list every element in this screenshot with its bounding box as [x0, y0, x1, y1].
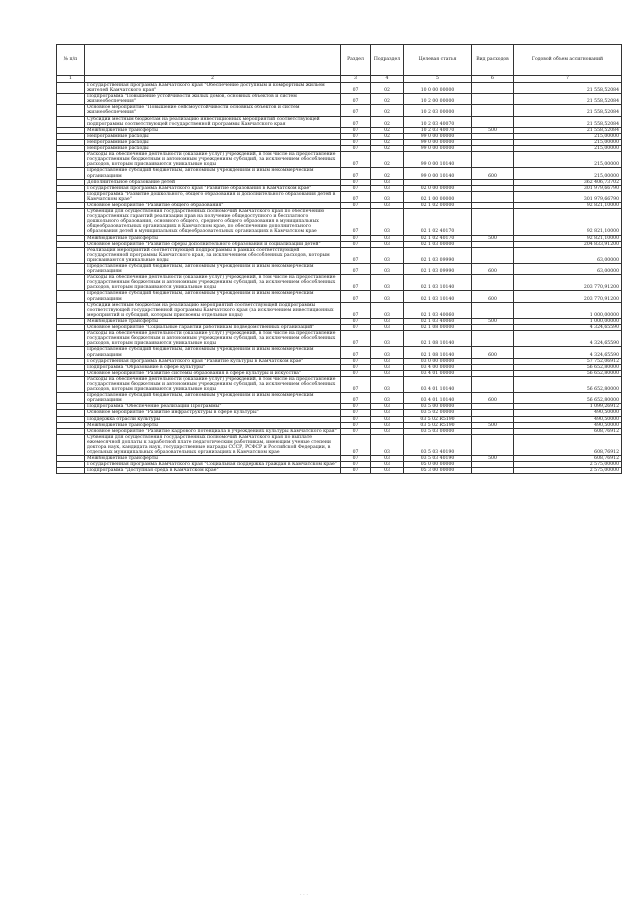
row-podrazdel-cell: 02 — [371, 139, 404, 145]
row-name-cell: Предоставление субсидий бюджетным, автономным учреждениям и иным некоммерческим организациям — [85, 393, 341, 404]
row-amount-cell: 490,50000 — [514, 422, 622, 428]
table-body — [57, 83, 622, 474]
row-amount-cell: 215,00000 — [514, 168, 622, 179]
row-expense-type-cell — [472, 275, 514, 291]
row-razdel-cell: 07 — [341, 264, 371, 275]
table-row — [57, 302, 622, 318]
index-cell: 5 — [404, 76, 472, 83]
row-amount-cell: 1 000,00000 — [514, 318, 622, 324]
row-amount-cell: 63,00000 — [514, 264, 622, 275]
row-name-cell: Основное мероприятие "Социальные гарантии работникам подведомственных организаций" — [85, 325, 341, 331]
row-podrazdel-cell: 03 — [371, 235, 404, 241]
row-expense-type-cell: 500 — [472, 235, 514, 241]
row-target-article-cell: 02 1 02 00000 — [404, 202, 472, 208]
row-target-article-cell: 02 1 03 10140 — [404, 275, 472, 291]
row-razdel-cell: 07 — [341, 168, 371, 179]
index-cell: 1 — [57, 76, 85, 83]
index-cell: 2 — [85, 76, 341, 83]
header-podrazdel: Подраздел — [371, 45, 404, 76]
row-razdel-cell: 07 — [341, 364, 371, 370]
row-name-cell: Субсидии местным бюджетам на реализацию инвестиционных мероприятий соответствующей подпрограммы соответствующей государственной программы Камчатского края — [85, 116, 341, 127]
row-podrazdel-cell: 02 — [371, 83, 404, 94]
row-target-article-cell: 10 2 03 00000 — [404, 105, 472, 116]
row-number-cell — [57, 376, 85, 392]
row-expense-type-cell: 500 — [472, 318, 514, 324]
row-expense-type-cell — [472, 152, 514, 168]
row-podrazdel-cell: 02 — [371, 116, 404, 127]
row-razdel-cell: 07 — [341, 241, 371, 247]
index-cell: 4 — [371, 76, 404, 83]
row-razdel-cell: 07 — [341, 331, 371, 347]
row-expense-type-cell — [472, 331, 514, 347]
row-target-article-cell: 03 5 03 40190 — [404, 434, 472, 455]
row-target-article-cell: 10 2 00 00000 — [404, 94, 472, 105]
row-target-article-cell: 03 5 02 00000 — [404, 410, 472, 416]
row-amount-cell: 21 558,52084 — [514, 105, 622, 116]
row-name-cell: Подпрограмма "Доступная среда в Камчатском крае" — [85, 468, 341, 474]
row-target-article-cell: 05 0 00 00000 — [404, 462, 472, 468]
row-podrazdel-cell: 02 — [371, 146, 404, 152]
header-razdel: Раздел — [341, 45, 371, 76]
row-expense-type-cell: 600 — [472, 347, 514, 358]
row-expense-type-cell — [472, 434, 514, 455]
row-number-cell — [57, 116, 85, 127]
row-expense-type-cell: 500 — [472, 422, 514, 428]
row-amount-cell: 4 324,65590 — [514, 325, 622, 331]
table-row — [57, 152, 622, 168]
row-amount-cell: 63,00000 — [514, 247, 622, 263]
row-razdel-cell: 07 — [341, 456, 371, 462]
row-number-cell — [57, 264, 85, 275]
row-expense-type-cell: 600 — [472, 393, 514, 404]
row-name-cell: Предоставление субсидий бюджетным, автономным учреждениям и иным некоммерческим организациям — [85, 291, 341, 302]
row-razdel-cell: 07 — [341, 105, 371, 116]
row-razdel-cell: 07 — [341, 185, 371, 191]
table-row — [57, 264, 622, 275]
row-amount-cell: 203 770,91200 — [514, 275, 622, 291]
row-name-cell: Основное мероприятие "Развитие кадрового потенциала в учреждениях культуры Камчатского края" — [85, 428, 341, 434]
row-target-article-cell: 02 0 00 00000 — [404, 185, 472, 191]
row-amount-cell: 215,00000 — [514, 133, 622, 139]
index-cell: 7 — [514, 76, 622, 83]
row-expense-type-cell: 500 — [472, 456, 514, 462]
header-row — [57, 45, 622, 76]
table-row — [57, 105, 622, 116]
row-podrazdel-cell: 03 — [371, 179, 404, 185]
row-target-article-cell: 99 0 00 10140 — [404, 168, 472, 179]
row-expense-type-cell — [472, 376, 514, 392]
row-amount-cell: 21 558,52084 — [514, 83, 622, 94]
row-amount-cell: 608,76912 — [514, 428, 622, 434]
row-razdel-cell: 07 — [341, 325, 371, 331]
row-amount-cell: 362 406,73702 — [514, 179, 622, 185]
row-podrazdel-cell: 03 — [371, 434, 404, 455]
row-amount-cell: 56 652,80000 — [514, 364, 622, 370]
row-razdel-cell: 07 — [341, 191, 371, 202]
row-target-article-cell: 03 0 00 00000 — [404, 358, 472, 364]
row-razdel-cell: 07 — [341, 393, 371, 404]
row-razdel-cell: 07 — [341, 434, 371, 455]
row-name-cell: Дополнительное образование детей — [85, 179, 341, 185]
row-podrazdel-cell: 03 — [371, 462, 404, 468]
row-podrazdel-cell: 03 — [371, 410, 404, 416]
row-razdel-cell: 07 — [341, 370, 371, 376]
row-razdel-cell: 07 — [341, 376, 371, 392]
row-podrazdel-cell: 03 — [371, 275, 404, 291]
row-target-article-cell: 10 2 03 40070 — [404, 127, 472, 133]
row-podrazdel-cell: 03 — [371, 247, 404, 263]
row-number-cell — [57, 105, 85, 116]
row-razdel-cell: 07 — [341, 318, 371, 324]
row-target-article-cell: 03 5 03 40190 — [404, 456, 472, 462]
row-amount-cell: 490,50000 — [514, 416, 622, 422]
row-razdel-cell: 07 — [341, 247, 371, 263]
table-row — [57, 434, 622, 455]
row-target-article-cell: 10 0 00 00000 — [404, 83, 472, 94]
row-razdel-cell: 07 — [341, 428, 371, 434]
row-amount-cell: 56 652,80000 — [514, 393, 622, 404]
row-podrazdel-cell: 03 — [371, 393, 404, 404]
table-row — [57, 116, 622, 127]
row-podrazdel-cell: 03 — [371, 347, 404, 358]
row-amount-cell: 92 821,10000 — [514, 202, 622, 208]
row-razdel-cell: 07 — [341, 179, 371, 185]
row-name-cell: Межбюджетные трансферты — [85, 422, 341, 428]
row-target-article-cell: 03 4 00 00000 — [404, 364, 472, 370]
row-number-cell — [57, 302, 85, 318]
row-amount-cell: 4 324,65590 — [514, 347, 622, 358]
row-name-cell: Межбюджетные трансферты — [85, 456, 341, 462]
row-name-cell: Расходы на обеспечение деятельности (оказание услуг) учреждений, в том числе на предоставление государственным бюджетным и автономным учреждениям субсидий, за исключением обособленных расходов, которым присваиваются уникальные коды — [85, 376, 341, 392]
row-target-article-cell: 02 1 02 40170 — [404, 235, 472, 241]
row-name-cell: Расходы на обеспечение деятельности (оказание услуг) учреждений, в том числе на предоставление государственным бюджетным и автономным учреждениям субсидий, за исключением обособленных расходов, которым присваиваются уникальные коды — [85, 275, 341, 291]
table-row — [57, 209, 622, 235]
row-target-article-cell: 02 1 08 00000 — [404, 325, 472, 331]
row-number-cell — [57, 247, 85, 263]
row-target-article-cell: 99 0 00 00000 — [404, 146, 472, 152]
row-podrazdel-cell: 03 — [371, 291, 404, 302]
row-podrazdel-cell: 03 — [371, 364, 404, 370]
row-name-cell: Подпрограмма "Повышение устойчивости жилых домов, основных объектов и систем жизнеобеспечения" — [85, 94, 341, 105]
row-razdel-cell: 07 — [341, 358, 371, 364]
table-row — [57, 191, 622, 202]
row-amount-cell: 92 821,10000 — [514, 209, 622, 235]
header-annual-amount: Годовой объем ассигнований — [514, 45, 622, 76]
footer-mark: · · · — [300, 892, 308, 898]
row-podrazdel-cell: 03 — [371, 428, 404, 434]
row-amount-cell: 21 558,52084 — [514, 94, 622, 105]
row-target-article-cell: 02 1 08 10140 — [404, 347, 472, 358]
row-name-cell: Государственная программа Камчатского края "Развитие образования в Камчатском крае" — [85, 185, 341, 191]
row-podrazdel-cell: 03 — [371, 264, 404, 275]
row-target-article-cell: 99 0 00 00000 — [404, 139, 472, 145]
row-expense-type-cell — [472, 209, 514, 235]
row-number-cell — [57, 94, 85, 105]
row-amount-cell: 56 652,80000 — [514, 370, 622, 376]
row-target-article-cell: 05 3 00 00000 — [404, 468, 472, 474]
row-razdel-cell: 07 — [341, 83, 371, 94]
row-target-article-cell: 03 4 01 10140 — [404, 376, 472, 392]
row-podrazdel-cell: 03 — [371, 456, 404, 462]
row-razdel-cell: 07 — [341, 275, 371, 291]
row-name-cell: Основное мероприятие "Повышение сейсмоустойчивости основных объектов и систем жизнеобеспечения" — [85, 105, 341, 116]
row-target-article-cell: 03 4 01 00000 — [404, 370, 472, 376]
header-expense-type: Вид расходов — [472, 45, 514, 76]
row-target-article-cell: 02 1 03 10140 — [404, 291, 472, 302]
table-row — [57, 468, 622, 474]
table-row — [57, 331, 622, 347]
row-podrazdel-cell: 03 — [371, 331, 404, 347]
row-target-article-cell: 02 1 03 40060 — [404, 302, 472, 318]
row-target-article-cell: 99 0 00 10140 — [404, 152, 472, 168]
row-razdel-cell: 07 — [341, 146, 371, 152]
row-name-cell: Межбюджетные трансферты — [85, 318, 341, 324]
row-amount-cell: 608,76912 — [514, 434, 622, 455]
row-target-article-cell: 03 5 03 00000 — [404, 428, 472, 434]
row-amount-cell: 21 558,52084 — [514, 116, 622, 127]
table-row — [57, 275, 622, 291]
row-target-article-cell: 02 1 03 09990 — [404, 247, 472, 263]
row-name-cell: Субвенции для осуществления государственных полномочий Камчатского края по обеспечению государственных гарантий реализации прав на получение общедоступного и бесплатного дошкольного образования, основного общего, среднего общего образования в муниципальных общеобразовательных организациях в Камчатском крае, по обеспечению дополнительного образования детей в муниципальных общеобразовательных организациях в Камчатском крае — [85, 209, 341, 235]
row-razdel-cell: 07 — [341, 202, 371, 208]
row-amount-cell: 215,00000 — [514, 152, 622, 168]
row-podrazdel-cell: 03 — [371, 209, 404, 235]
row-razdel-cell: 07 — [341, 347, 371, 358]
row-number-cell — [57, 275, 85, 291]
row-name-cell: Подпрограмма "Обеспечение реализации Программы" — [85, 404, 341, 410]
row-podrazdel-cell: 03 — [371, 241, 404, 247]
row-podrazdel-cell: 03 — [371, 416, 404, 422]
row-amount-cell: 204 833,91200 — [514, 241, 622, 247]
row-number-cell — [57, 152, 85, 168]
row-name-cell: Основное мероприятие "Развитие инфраструктуры в сфере культуры" — [85, 410, 341, 416]
row-name-cell: Непрограммные расходы — [85, 139, 341, 145]
row-razdel-cell: 07 — [341, 94, 371, 105]
row-expense-type-cell — [472, 83, 514, 94]
row-expense-type-cell — [472, 94, 514, 105]
row-name-cell: Основное мероприятие "Развитие общего образования" — [85, 202, 341, 208]
row-amount-cell: 92 821,10000 — [514, 235, 622, 241]
row-target-article-cell: 02 1 02 40170 — [404, 209, 472, 235]
row-razdel-cell: 07 — [341, 133, 371, 139]
row-amount-cell: 608,76912 — [514, 456, 622, 462]
row-amount-cell: 301 979,66790 — [514, 191, 622, 202]
row-target-article-cell: 03 5 02 R5190 — [404, 416, 472, 422]
row-expense-type-cell — [472, 116, 514, 127]
row-target-article-cell: 02 1 00 00000 — [404, 191, 472, 202]
row-name-cell: Подпрограмма "Развитие дошкольного, общего образования и дополнительного образования детей в Камчатском крае" — [85, 191, 341, 202]
row-number-cell — [57, 191, 85, 202]
row-target-article-cell: 03 5 02 R5190 — [404, 422, 472, 428]
row-target-article-cell: 03 5 00 00000 — [404, 404, 472, 410]
row-razdel-cell: 07 — [341, 139, 371, 145]
row-expense-type-cell — [472, 247, 514, 263]
budget-table-sheet — [56, 44, 621, 474]
row-target-article-cell: 02 1 08 10140 — [404, 331, 472, 347]
table-row — [57, 376, 622, 392]
row-expense-type-cell — [472, 191, 514, 202]
row-target-article-cell: 03 4 01 10140 — [404, 393, 472, 404]
row-podrazdel-cell: 03 — [371, 185, 404, 191]
row-number-cell — [57, 83, 85, 94]
row-razdel-cell: 07 — [341, 410, 371, 416]
row-podrazdel-cell: 03 — [371, 191, 404, 202]
row-podrazdel-cell: 03 — [371, 325, 404, 331]
row-expense-type-cell: 600 — [472, 168, 514, 179]
row-name-cell: Субвенции для осуществления государственных полномочий Камчатского края по выплате ежемесячной доплаты к заработной плате педагогическим работникам, имеющим ученые степени доктора наук, кандидата наук, государственные награды СССР, РСФСР и Российской Федерации, в отдельных муниципальных образовательных организациях в Камчатском крае — [85, 434, 341, 455]
index-cell: 6 — [472, 76, 514, 83]
row-name-cell: Государственная программа Камчатского края "Обеспечение доступным и комфортным жильем жителей Камчатского края" — [85, 83, 341, 94]
row-amount-cell: 1 000,00000 — [514, 302, 622, 318]
row-number-cell — [57, 331, 85, 347]
row-number-cell — [57, 347, 85, 358]
row-razdel-cell: 07 — [341, 468, 371, 474]
row-razdel-cell: 07 — [341, 302, 371, 318]
table-row — [57, 393, 622, 404]
row-target-article-cell: 10 2 03 40070 — [404, 116, 472, 127]
row-podrazdel-cell: 03 — [371, 358, 404, 364]
row-number-cell — [57, 468, 85, 474]
table-row — [57, 168, 622, 179]
row-name-cell: Реализация мероприятий соответствующей подпрограммы в рамках соответствующей государственной программы Камчатского края, за исключением обособленных расходов, которым присваиваются уникальные коды — [85, 247, 341, 263]
row-podrazdel-cell: 03 — [371, 376, 404, 392]
row-amount-cell: 57 752,06912 — [514, 358, 622, 364]
row-number-cell — [57, 393, 85, 404]
row-podrazdel-cell: 02 — [371, 94, 404, 105]
row-name-cell: Подпрограмма "Образование в сфере культуры" — [85, 364, 341, 370]
row-amount-cell: 203 770,91200 — [514, 291, 622, 302]
row-target-article-cell: 02 1 03 00000 — [404, 241, 472, 247]
row-podrazdel-cell: 03 — [371, 202, 404, 208]
row-name-cell: Основное мероприятие "Развитие сферы дополнительного образования и социализации детей" — [85, 241, 341, 247]
row-name-cell: Предоставление субсидий бюджетным, автономным учреждениям и иным некоммерческим организациям — [85, 264, 341, 275]
row-podrazdel-cell: 02 — [371, 105, 404, 116]
row-podrazdel-cell: 03 — [371, 468, 404, 474]
row-razdel-cell: 07 — [341, 416, 371, 422]
row-podrazdel-cell: 03 — [371, 318, 404, 324]
row-amount-cell: 215,00000 — [514, 146, 622, 152]
row-name-cell: Основное мероприятие "Развитие системы образования в сфере культуры и искусства" — [85, 370, 341, 376]
row-razdel-cell: 07 — [341, 209, 371, 235]
row-podrazdel-cell: 02 — [371, 133, 404, 139]
table-row — [57, 83, 622, 94]
row-podrazdel-cell: 02 — [371, 127, 404, 133]
row-amount-cell: 2 575,00000 — [514, 462, 622, 468]
row-razdel-cell: 07 — [341, 116, 371, 127]
index-cell: 3 — [341, 76, 371, 83]
row-razdel-cell: 07 — [341, 235, 371, 241]
row-amount-cell: 215,00000 — [514, 139, 622, 145]
row-name-cell: Расходы на обеспечение деятельности (оказание услуг) учреждений, в том числе на предоставление государственным бюджетным и автономным учреждениям субсидий, за исключением обособленных расходов, которым присваиваются уникальные коды — [85, 152, 341, 168]
row-name-cell: Государственная программа Камчатского края "Развитие культуры в Камчатском крае" — [85, 358, 341, 364]
row-expense-type-cell — [472, 105, 514, 116]
row-podrazdel-cell: 03 — [371, 422, 404, 428]
header-target-article: Целевая статья — [404, 45, 472, 76]
row-razdel-cell: 07 — [341, 462, 371, 468]
row-name-cell: Субсидии местным бюджетам на реализацию мероприятий соответствующей подпрограммы соответствующей государственной программы Камчатского края (за исключением инвестиционных мероприятий и субсидий, которым присвоены отдельные коды) — [85, 302, 341, 318]
row-razdel-cell: 07 — [341, 152, 371, 168]
index-row — [57, 76, 622, 83]
row-name-cell: Государственная программа Камчатского края "Социальная поддержка граждан в Камчатском крае" — [85, 462, 341, 468]
row-number-cell — [57, 291, 85, 302]
row-amount-cell: 2 575,00000 — [514, 468, 622, 474]
row-expense-type-cell: 600 — [472, 291, 514, 302]
row-name-cell: Поддержка отрасли культуры — [85, 416, 341, 422]
row-number-cell — [57, 434, 85, 455]
table-row — [57, 291, 622, 302]
row-name-cell: Непрограммные расходы — [85, 146, 341, 152]
table-row — [57, 94, 622, 105]
header-number: № п/п — [57, 45, 85, 76]
row-podrazdel-cell: 03 — [371, 370, 404, 376]
row-podrazdel-cell: 02 — [371, 152, 404, 168]
row-name-cell: Межбюджетные трансферты — [85, 127, 341, 133]
row-name-cell: Предоставление субсидий бюджетным, автономным учреждениям и иным некоммерческим организациям — [85, 347, 341, 358]
table-row — [57, 347, 622, 358]
row-razdel-cell: 07 — [341, 127, 371, 133]
row-name-cell: Непрограммные расходы — [85, 133, 341, 139]
row-amount-cell: 4 324,65590 — [514, 331, 622, 347]
row-amount-cell: 1 099,26912 — [514, 404, 622, 410]
row-amount-cell: 490,50000 — [514, 410, 622, 416]
row-podrazdel-cell: 02 — [371, 168, 404, 179]
row-amount-cell: 21 558,52084 — [514, 127, 622, 133]
row-expense-type-cell: 500 — [472, 127, 514, 133]
row-expense-type-cell — [472, 468, 514, 474]
row-target-article-cell: 02 1 03 09990 — [404, 264, 472, 275]
row-name-cell: Расходы на обеспечение деятельности (оказание услуг) учреждений, в том числе на предоставление государственным бюджетным и автономным учреждениям субсидий, за исключением обособленных расходов, которым присваиваются уникальные коды — [85, 331, 341, 347]
table-row — [57, 247, 622, 263]
row-amount-cell: 56 652,80000 — [514, 376, 622, 392]
row-target-article-cell: 02 1 03 40060 — [404, 318, 472, 324]
row-target-article-cell: 99 0 00 00000 — [404, 133, 472, 139]
header-name — [85, 45, 341, 76]
row-name-cell: Межбюджетные трансферты — [85, 235, 341, 241]
row-podrazdel-cell: 03 — [371, 302, 404, 318]
row-razdel-cell: 07 — [341, 404, 371, 410]
row-number-cell — [57, 209, 85, 235]
budget-allocation-table — [56, 44, 622, 474]
row-razdel-cell: 07 — [341, 291, 371, 302]
row-expense-type-cell — [472, 302, 514, 318]
row-name-cell: Предоставление субсидий бюджетным, автономным учреждениям и иным некоммерческим организациям — [85, 168, 341, 179]
row-podrazdel-cell: 03 — [371, 404, 404, 410]
row-expense-type-cell: 600 — [472, 264, 514, 275]
row-number-cell — [57, 168, 85, 179]
row-razdel-cell: 07 — [341, 422, 371, 428]
row-amount-cell: 301 979,66790 — [514, 185, 622, 191]
